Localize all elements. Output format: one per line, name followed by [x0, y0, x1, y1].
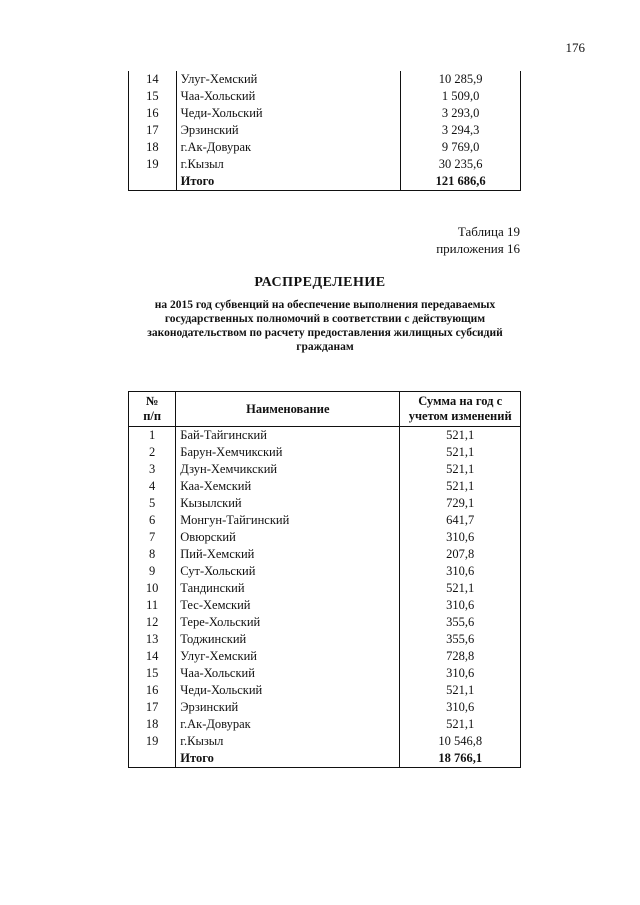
row-number: 19 [129, 733, 176, 750]
total-row [129, 173, 521, 191]
row-name: Пий-Хемский [176, 546, 400, 563]
document-title: РАСПРЕДЕЛЕНИЕ [254, 275, 386, 290]
total-label: Итого [176, 173, 401, 191]
table-row [129, 156, 521, 173]
table-row [129, 597, 521, 614]
row-number: 6 [129, 512, 176, 529]
table-row [129, 71, 521, 88]
table-row [129, 139, 521, 156]
row-sum: 30 235,6 [438, 157, 483, 171]
row-number: 10 [129, 580, 176, 597]
table-row [129, 682, 521, 699]
row-sum: 521,1 [446, 445, 475, 459]
header-name: Наименование [176, 392, 400, 427]
row-number: 7 [129, 529, 176, 546]
table-row [129, 716, 521, 733]
total-number [129, 173, 177, 191]
row-name: Сут-Хольский [176, 563, 400, 580]
row-number: 15 [129, 665, 176, 682]
table-row [129, 648, 521, 665]
distribution-table-header [129, 392, 521, 427]
row-sum: 729,1 [446, 496, 475, 510]
table-row [129, 88, 521, 105]
row-number: 16 [129, 682, 176, 699]
row-name: Барун-Хемчикский [176, 444, 400, 461]
row-sum: 9 769,0 [441, 140, 480, 154]
row-name: Монгун-Тайгинский [176, 512, 400, 529]
row-number: 4 [129, 478, 176, 495]
continued-table [128, 71, 521, 191]
table-row [129, 699, 521, 716]
row-sum: 521,1 [446, 717, 475, 731]
distribution-table-body [129, 427, 521, 768]
table-row [129, 563, 521, 580]
table-caption [436, 223, 520, 257]
row-name: Тере-Хольский [176, 614, 400, 631]
row-sum: 355,6 [446, 615, 475, 629]
row-number: 17 [129, 122, 177, 139]
row-number: 8 [129, 546, 176, 563]
row-sum: 10 285,9 [438, 72, 483, 86]
total-number [129, 750, 176, 768]
row-number: 11 [129, 597, 176, 614]
table-caption-number: Таблица 19 [457, 224, 520, 239]
header-number-line2: п/п [143, 409, 162, 423]
document-subtitle: на 2015 год субвенций на обеспечение выполнения передаваемых государственных полномочий в соответствии с действующим законодательством по расчету предоставления жилищных субсидий гражданам [147, 299, 503, 353]
table-row [129, 733, 521, 750]
row-number: 13 [129, 631, 176, 648]
table-row [129, 122, 521, 139]
row-number: 19 [129, 156, 177, 173]
header-sum-line1: Сумма на год с [418, 394, 503, 408]
row-sum: 521,1 [446, 479, 475, 493]
row-name: Улуг-Хемский [176, 71, 401, 88]
table-row [129, 461, 521, 478]
row-name: Каа-Хемский [176, 478, 400, 495]
row-number: 9 [129, 563, 176, 580]
row-sum: 3 293,0 [441, 106, 480, 120]
row-name: Чеди-Хольский [176, 682, 400, 699]
row-name: Улуг-Хемский [176, 648, 400, 665]
row-name: Чаа-Хольский [176, 88, 401, 105]
row-sum: 521,1 [446, 428, 475, 442]
total-sum: 121 686,6 [435, 174, 486, 188]
distribution-table [128, 391, 521, 768]
header-number-line1: № [145, 394, 159, 408]
row-number: 18 [129, 716, 176, 733]
table-row [129, 427, 521, 445]
table-row [129, 631, 521, 648]
row-number: 5 [129, 495, 176, 512]
table-row [129, 512, 521, 529]
row-number: 15 [129, 88, 177, 105]
row-name: Бай-Тайгинский [176, 427, 400, 445]
total-row [129, 750, 521, 768]
table-row [129, 529, 521, 546]
header-row [129, 392, 521, 427]
total-sum: 18 766,1 [438, 751, 483, 765]
continued-table-body [129, 71, 521, 191]
row-number: 16 [129, 105, 177, 122]
row-sum: 355,6 [446, 632, 475, 646]
row-number: 1 [129, 427, 176, 445]
row-sum: 310,6 [446, 564, 475, 578]
row-number: 18 [129, 139, 177, 156]
header-sum-line2: учетом изменений [408, 409, 512, 423]
row-sum: 1 509,0 [441, 89, 480, 103]
row-sum: 521,1 [446, 683, 475, 697]
row-sum: 3 294,3 [441, 123, 480, 137]
row-sum: 728,8 [446, 649, 475, 663]
row-name: Эрзинский [176, 699, 400, 716]
total-label: Итого [176, 750, 400, 768]
row-number: 17 [129, 699, 176, 716]
row-name: Кызылский [176, 495, 400, 512]
row-sum: 310,6 [446, 530, 475, 544]
table-row [129, 665, 521, 682]
table-row [129, 444, 521, 461]
table-row [129, 478, 521, 495]
row-number: 2 [129, 444, 176, 461]
row-number: 14 [129, 648, 176, 665]
row-sum: 310,6 [446, 700, 475, 714]
table-row [129, 546, 521, 563]
header-sum [400, 392, 521, 427]
row-name: Тандинский [176, 580, 400, 597]
table-row [129, 105, 521, 122]
page-number: 176 [565, 40, 585, 55]
row-name: Чаа-Хольский [176, 665, 400, 682]
row-name: Дзун-Хемчикский [176, 461, 400, 478]
row-name: г.Ак-Довурак [176, 716, 400, 733]
row-name: Чеди-Хольский [176, 105, 401, 122]
row-sum: 310,6 [446, 666, 475, 680]
row-sum: 10 546,8 [438, 734, 483, 748]
row-sum: 310,6 [446, 598, 475, 612]
row-sum: 641,7 [446, 513, 475, 527]
row-number: 12 [129, 614, 176, 631]
row-sum: 521,1 [446, 462, 475, 476]
row-name: Эрзинский [176, 122, 401, 139]
row-name: Овюрский [176, 529, 400, 546]
table-row [129, 580, 521, 597]
row-sum: 207,8 [446, 547, 475, 561]
table-row [129, 495, 521, 512]
row-name: г.Кызыл [176, 156, 401, 173]
header-number [129, 392, 176, 427]
row-name: г.Кызыл [176, 733, 400, 750]
row-number: 14 [129, 71, 177, 88]
table-caption-appendix: приложения 16 [436, 241, 520, 256]
table-row [129, 614, 521, 631]
row-name: г.Ак-Довурак [176, 139, 401, 156]
row-sum: 521,1 [446, 581, 475, 595]
row-number: 3 [129, 461, 176, 478]
row-name: Тоджинский [176, 631, 400, 648]
row-name: Тес-Хемский [176, 597, 400, 614]
